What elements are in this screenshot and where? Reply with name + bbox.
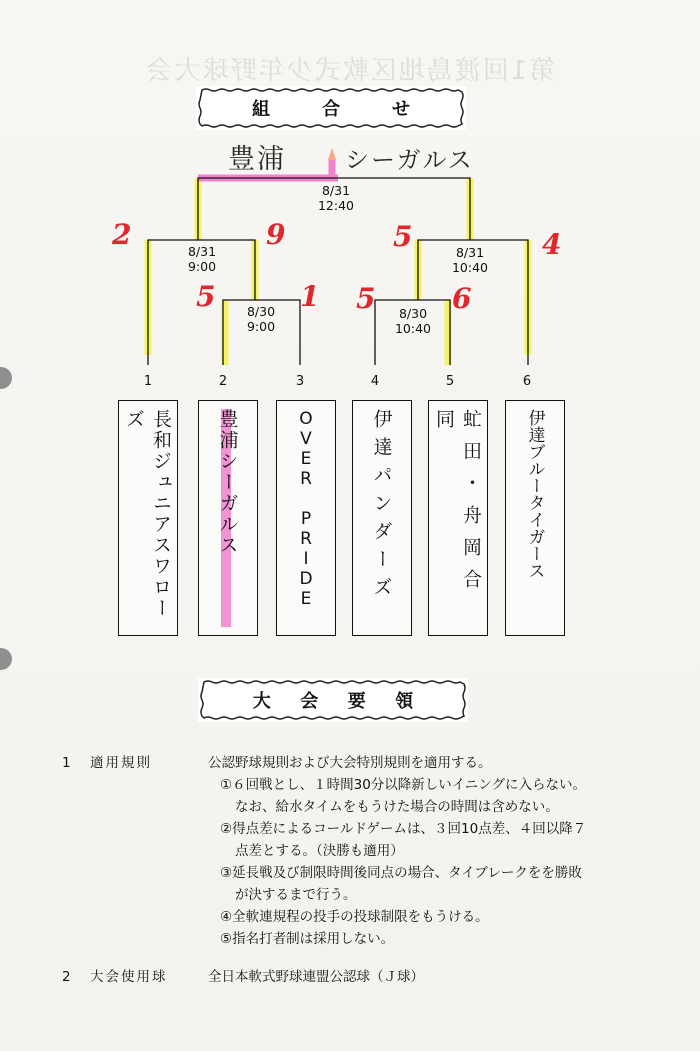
heading-char: せ bbox=[392, 99, 410, 120]
score-semi-left-a: 2 bbox=[112, 218, 132, 251]
score-semi-left-b: 9 bbox=[266, 218, 286, 251]
rule-body bbox=[208, 752, 662, 950]
pink-highlight bbox=[198, 158, 338, 178]
match-date: 8/30 bbox=[398, 306, 428, 321]
match-date: 8/31 bbox=[455, 245, 485, 260]
match-date: 8/31 bbox=[321, 183, 351, 198]
team-box-winner bbox=[198, 400, 258, 636]
match-qf-right-time bbox=[373, 306, 453, 336]
score-qf-right-a: 5 bbox=[356, 282, 376, 315]
score-qf-right-b: 6 bbox=[452, 282, 472, 315]
match-semi-left-time bbox=[162, 244, 242, 274]
match-qf-left-time bbox=[221, 304, 301, 334]
team-box bbox=[118, 400, 178, 636]
team-name: 虻田・舟岡合同 bbox=[433, 409, 482, 601]
rule-line: が決するまで行う。 bbox=[235, 887, 357, 903]
rule-line: ②得点差によるコールドゲームは、３回10点差、４回以降７ bbox=[220, 821, 587, 837]
team-number: 3 bbox=[295, 374, 305, 389]
team-box bbox=[505, 400, 565, 636]
heading-char: 大 bbox=[252, 691, 271, 712]
bleed-through-title: 第1回渡島地区軟式少年野球大会 bbox=[144, 56, 556, 86]
score-qf-left-b: 1 bbox=[300, 280, 320, 313]
match-final-time bbox=[296, 183, 376, 213]
rule-number: 1 bbox=[62, 755, 71, 771]
team-number: 1 bbox=[143, 374, 153, 389]
heading-char: 要 bbox=[347, 691, 366, 712]
winner-arrow-icon bbox=[328, 148, 336, 160]
team-name: 長和ジュニアスワローズ bbox=[123, 409, 172, 619]
team-box bbox=[352, 400, 412, 636]
rule-line: 公認野球規則および大会特別規則を適用する。 bbox=[208, 755, 492, 771]
heading-char: 組 bbox=[252, 99, 270, 120]
handwritten-winner-suffix: シーガルス bbox=[345, 146, 474, 174]
rule-line: なお、給水タイムをもうけた場合の時間は含めない。 bbox=[235, 799, 559, 815]
team-name: 豊浦シーガルス bbox=[216, 409, 239, 556]
heading-char: 会 bbox=[300, 691, 319, 712]
rule-line: ④全軟連規程の投手の投球制限をもうける。 bbox=[220, 909, 489, 925]
scalloped-frame bbox=[198, 678, 468, 722]
team-name: OVER PRIDE bbox=[296, 409, 316, 609]
tournament-rules bbox=[62, 752, 662, 988]
rule-line: ⑤指名打者制は採用しない。 bbox=[220, 931, 395, 947]
team-number: 5 bbox=[445, 374, 455, 389]
team-box bbox=[276, 400, 336, 636]
match-date: 8/30 bbox=[246, 304, 276, 319]
heading-char: 合 bbox=[322, 99, 340, 120]
rule-line: 全日本軟式野球連盟公認球（Ｊ球） bbox=[208, 969, 424, 985]
team-name: 伊達ブルータイガース bbox=[524, 409, 545, 579]
rule-section bbox=[62, 966, 662, 988]
binder-hole bbox=[0, 648, 12, 670]
team-name: 伊達パンダーズ bbox=[370, 409, 393, 605]
rule-body bbox=[208, 966, 662, 988]
rule-heading: 適用規則 bbox=[90, 755, 152, 771]
match-start: 9:00 bbox=[246, 319, 276, 334]
rule-line: ③延長戦及び制限時間後同点の場合、タイブレークをを勝敗 bbox=[220, 865, 582, 881]
match-start: 10:40 bbox=[451, 260, 489, 275]
team-box bbox=[428, 400, 488, 636]
rule-line: 点差とする。（決勝も適用） bbox=[235, 843, 404, 859]
team-number: 2 bbox=[218, 374, 228, 389]
match-start: 9:00 bbox=[187, 259, 217, 274]
team-number: 6 bbox=[522, 374, 532, 389]
team-number: 4 bbox=[370, 374, 380, 389]
match-start: 10:40 bbox=[394, 321, 432, 336]
match-semi-right-time bbox=[430, 245, 510, 275]
score-qf-left-a: 5 bbox=[196, 280, 216, 313]
rule-number: 2 bbox=[62, 969, 71, 985]
score-semi-right-b: 4 bbox=[542, 228, 562, 261]
rule-heading: 大会使用球 bbox=[90, 969, 168, 985]
match-date: 8/31 bbox=[187, 244, 217, 259]
rule-line: ①６回戦とし、１時間30分以降新しいイニングに入らない。 bbox=[220, 777, 586, 793]
rule-section bbox=[62, 752, 662, 950]
match-start: 12:40 bbox=[317, 198, 355, 213]
handwritten-winner-team: 豊浦 bbox=[228, 144, 286, 175]
outline-heading bbox=[198, 678, 468, 722]
score-semi-right-a: 5 bbox=[393, 220, 413, 253]
heading-char: 領 bbox=[395, 691, 414, 712]
